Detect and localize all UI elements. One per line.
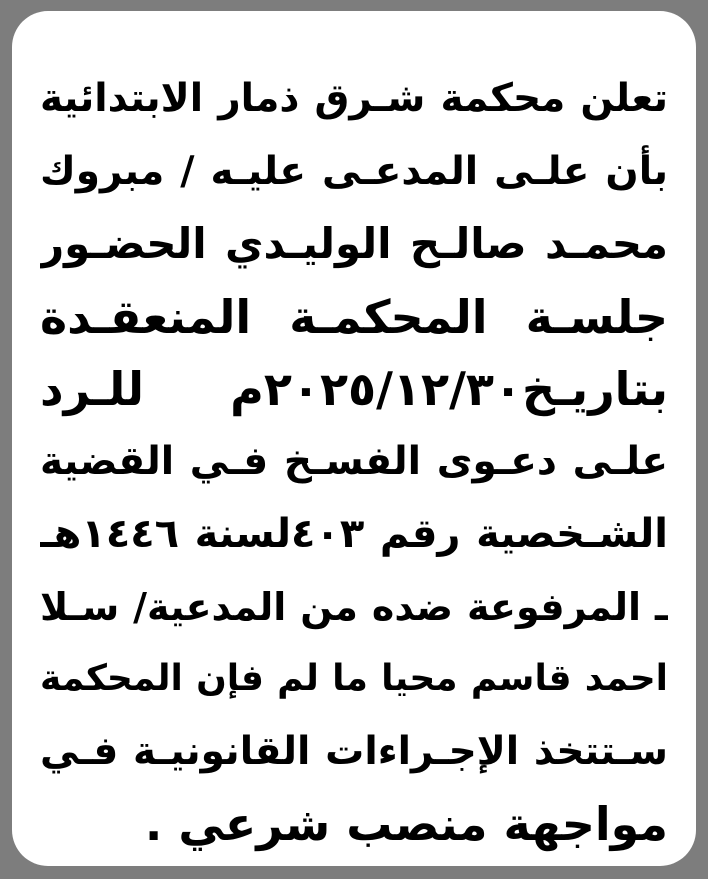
notice-line-2: بأن علـى المدعـى عليـه / مبروك — [40, 148, 668, 194]
notice-line-3: محمـد صالـح الوليـدي الحضـور — [40, 219, 668, 268]
notice-line-9: احمد قاسم محيا ما لم فإن المحكمة — [40, 658, 668, 699]
notice-line-4: جلسـة المحكمـة المنعقـدة — [40, 289, 668, 344]
court-notice-card — [12, 11, 696, 866]
notice-line-1: تعلن محكمة شـرق ذمار الابتدائية — [40, 76, 668, 121]
notice-text — [40, 63, 668, 861]
notice-line-6: علـى دعـوى الفسـخ فـي القضية — [40, 438, 668, 484]
notice-line-10: سـتتخذ الإجـراءات القانونيـة فـي — [40, 728, 668, 774]
notice-line-8: ـ المرفوعة ضده من المدعية/ سـلا — [40, 584, 668, 629]
notice-line-7: الشـخصية رقم ٤٠٣لسنة ١٤٤٦هـ — [40, 511, 668, 557]
notice-line-11: مواجهة منصب شرعي . — [144, 797, 668, 851]
notice-line-5: بتاريـخ٢٠٢٥/١٢/٣٠م للـرد — [40, 362, 668, 416]
